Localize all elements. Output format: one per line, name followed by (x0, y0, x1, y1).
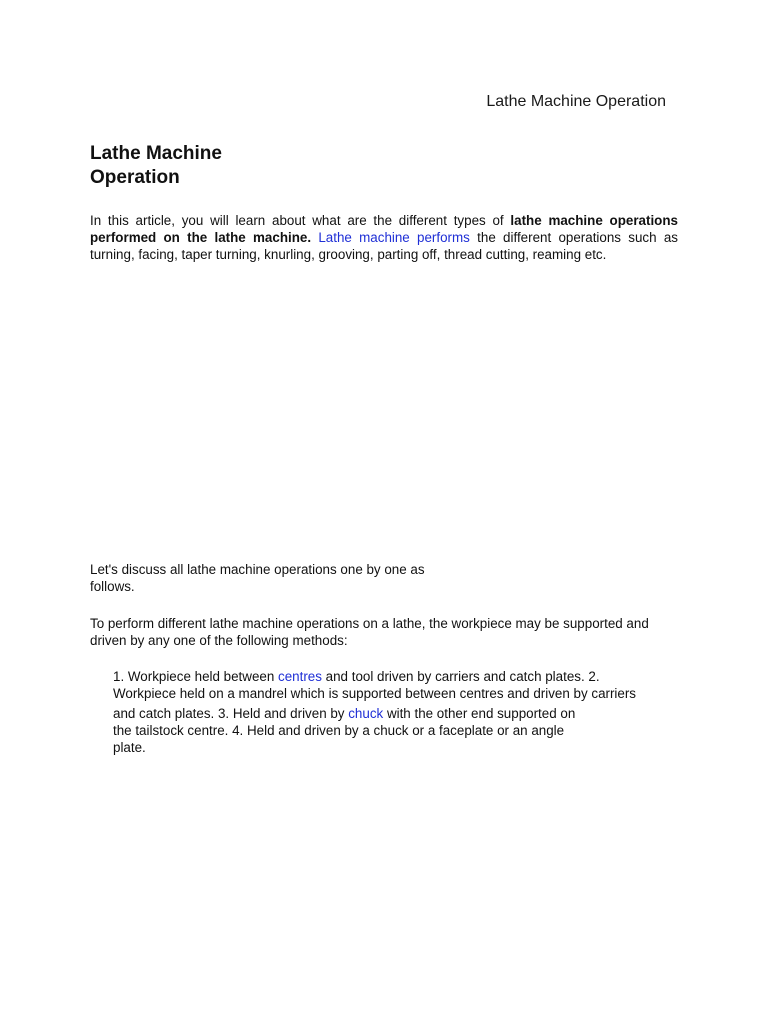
discuss-paragraph: Let's discuss all lathe machine operations one by one as follows. (90, 562, 425, 594)
chuck-link[interactable]: chuck (348, 706, 384, 721)
methods-line-1-text-b: and tool driven by carriers and catch plates. 2. (321, 669, 600, 684)
intro-text-1: In this article, you will learn about what are the different types of (90, 213, 511, 228)
methods-intro-paragraph: To perform different lathe machine operations on a lathe, the workpiece may be supported and driven by any one of the following methods: (90, 616, 649, 648)
lathe-machine-performs-link[interactable]: Lathe machine performs (318, 230, 470, 245)
methods-line-5: plate. (113, 740, 146, 755)
methods-line-3-text-b: with the other end supported on (383, 706, 576, 721)
intro-paragraph (90, 212, 678, 263)
page-title-line-2: Operation (90, 167, 180, 188)
methods-line-3 (113, 705, 658, 722)
methods-list (113, 668, 658, 756)
centres-link[interactable]: centres (278, 669, 322, 684)
methods-line-2: Workpiece held on a mandrel which is supported between centres and driven by carriers (113, 686, 637, 701)
methods-line-1-text-a: 1. Workpiece held between (113, 669, 279, 684)
page-title (90, 142, 390, 190)
page-title-line-1: Lathe Machine (90, 143, 222, 164)
methods-line-3-text-a: and catch plates. 3. Held and driven by (113, 706, 349, 721)
methods-line-1 (113, 668, 658, 685)
intro-text-2: the different operations such as turning, facing, taper turning, knurling, grooving, parting off, thread cutting, reaming etc. (90, 230, 678, 262)
running-header: Lathe Machine Operation (486, 93, 666, 110)
embedded-content-area (90, 270, 678, 550)
methods-line-4: the tailstock centre. 4. Held and driven by a chuck or a faceplate or an angle (113, 723, 565, 738)
intro-bold-text: lathe machine operations performed on the lathe machine. (90, 213, 678, 245)
